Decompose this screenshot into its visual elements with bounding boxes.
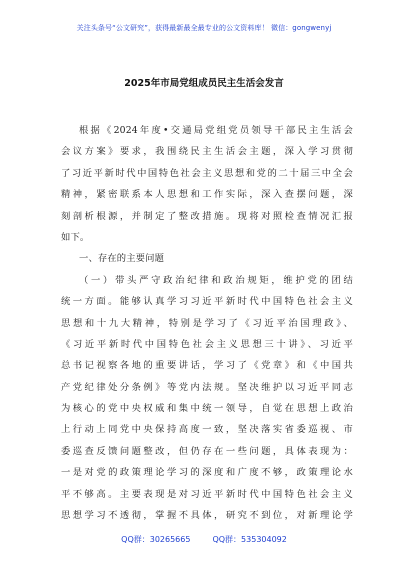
body-line: 精神，紧密联系本人思想和工作实际，深入查摆问题，深 (61, 189, 353, 201)
body-line: 根据《2024年度•交通局党组党员领导干部民主生活会 (79, 125, 353, 136)
section-heading: 一、存在的主要问题 (79, 253, 165, 265)
body-line: 《习近平新时代中国特色社会主义思想三十讲》、习近平 (61, 338, 353, 350)
body-line: 产党纪律处分条例》等党内法规。坚决维护以习近平同志 (61, 381, 353, 393)
body-line: 思想和十九大精神，特别是学习了《习近平治国理政》、 (61, 317, 353, 329)
document-title: 2025年市局党组成员民主生活会发言 (124, 78, 284, 89)
body-line: 统一方面。能够认真学习习近平新时代中国特色社会主义 (61, 296, 353, 308)
footer-qq-group-2: QQ群：535304092 (212, 535, 287, 544)
body-line: 思想学习不透彻，掌握不具体，研究不到位，对新理论学 (61, 510, 353, 522)
body-line: 会议方案》要求，我围绕民主生活会主题，深入学习贯彻 (61, 146, 353, 158)
body-line: 为核心的党中央权威和集中统一领导，自觉在思想上政治 (61, 403, 353, 415)
footer-qq-group-1: QQ群：30265665 (121, 535, 191, 544)
promo-banner: 关注头条号“公文研究”，获得最新最全最专业的公文资料库！ 微信：gongwenyj (76, 24, 332, 32)
body-line: 总书记视察各地的重要讲话，学习了《党章》和《中国共 (61, 360, 353, 372)
body-line: 委巡查反馈问题整改，但仍存在一些问题，具体表现为： (61, 445, 353, 457)
footer-contact (0, 534, 408, 545)
body-line: 平不够高。主要表现是对习近平新时代中国特色社会主义 (61, 488, 353, 500)
body-line: 刻剖析根源，并制定了整改措施。现将对照检查情况汇报 (61, 210, 353, 222)
body-line: 了习近平新时代中国特色社会主义思想和党的二十届三中全会 (61, 167, 353, 179)
body-line: 如下。 (61, 231, 90, 243)
body-line: 上行动上同党中央保持高度一致，坚决落实省委巡视、市 (61, 424, 353, 436)
document-body (61, 120, 353, 526)
body-line: 一是对党的政策理论学习的深度和广度不够，政策理论水 (61, 467, 353, 479)
body-line: （一）带头严守政治纪律和政治规矩，维护党的团结 (79, 274, 353, 286)
